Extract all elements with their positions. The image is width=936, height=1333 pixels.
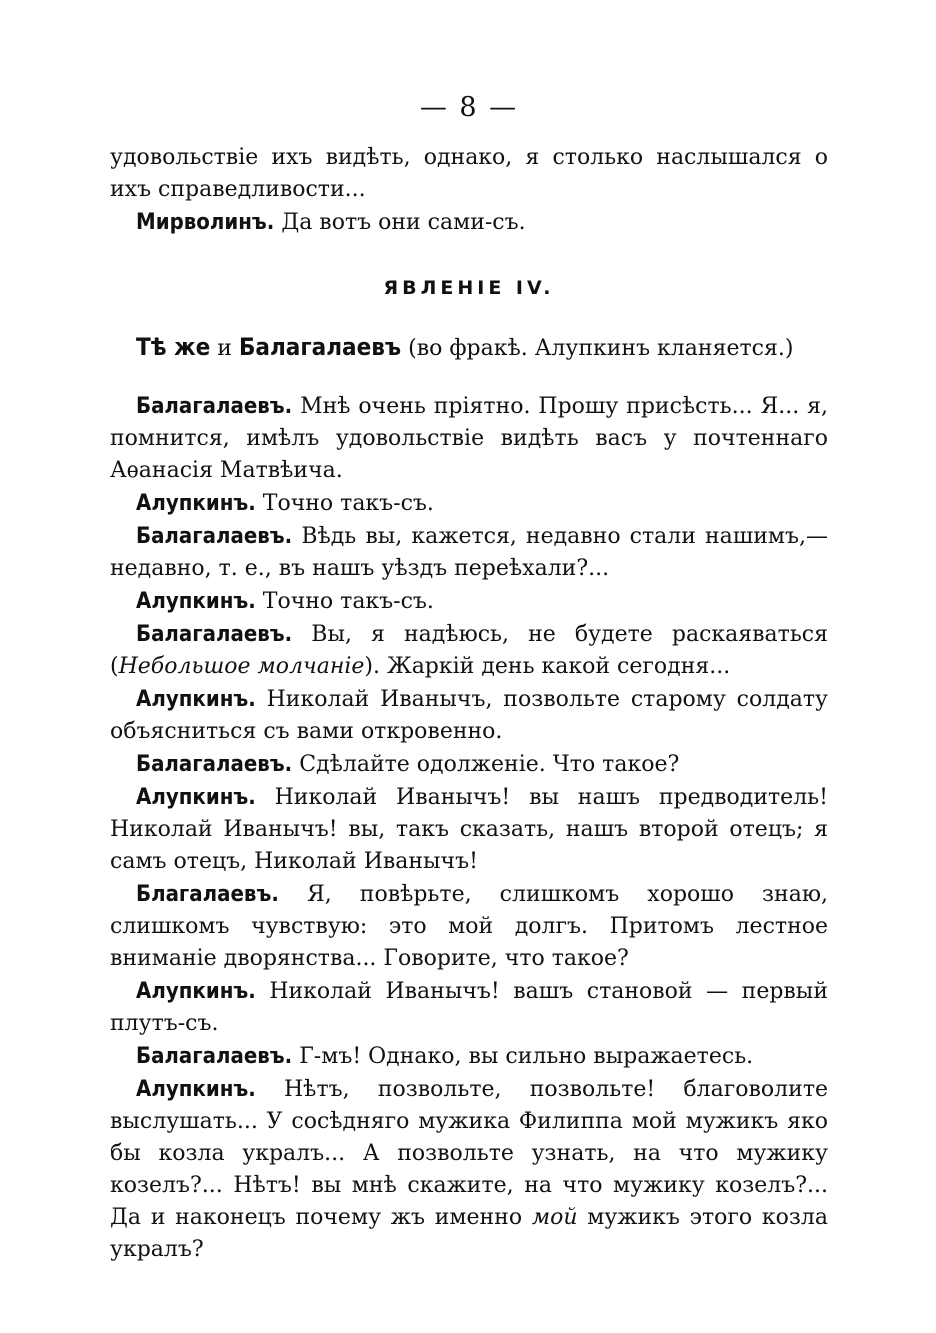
dialogue-line <box>110 586 828 618</box>
dialogue-line <box>110 684 828 748</box>
cast-characters: Тѣ же <box>136 333 211 361</box>
dialogue-text: Николай Иванычъ! вы нашъ предводитель! Николай Иванычъ! вы, такъ сказать, нашъ второй отецъ; я самъ отецъ, Николай Иванычъ! <box>110 785 828 874</box>
speaker-name: Балагалаевъ. <box>136 524 293 549</box>
speaker-name: Алупкинъ. <box>136 589 256 614</box>
dialogue-text: Точно такъ-съ. <box>262 589 434 614</box>
book-page <box>110 88 828 1266</box>
speaker-name: Мирволинъ. <box>136 210 275 235</box>
dialogue-text: Нѣтъ, позвольте, позвольте! благоволите выслушать... У сосѣдняго мужика Филиппа мой мужикъ яко бы козла укралъ... А позвольте узнать, на что мужику козелъ?... Нѣтъ! вы мнѣ скажите, на что мужику козелъ?... Да и наконецъ почему жъ именно <box>110 1077 829 1230</box>
stage-direction: Небольшое молчаніе <box>118 654 365 679</box>
dialogue-text: Я, повѣрьте, слишкомъ хорошо знаю, слишкомъ чувствую: это мой долгъ. Притомъ лестное вниманіе дворянства... Говорите, что такое? <box>110 882 828 971</box>
dialogue-line <box>110 782 828 878</box>
speaker-name: Алупкинъ. <box>136 491 256 516</box>
dialogue-text: Мнѣ очень пріятно. Прошу присѣсть... Я... я, помнится, имѣлъ удовольствіе видѣть васъ у почтеннаго Аѳанасія Матвѣича. <box>110 394 828 483</box>
dialogue-line <box>110 1041 828 1073</box>
paragraph <box>110 142 828 206</box>
scene-heading: ЯВЛЕНІЕ IV. <box>383 277 555 299</box>
cast-character: Балагалаевъ <box>238 333 402 361</box>
speaker-name: Балагалаевъ. <box>136 752 293 777</box>
dialogue-text: Вѣдь вы, кажется, недавно стали нашимъ,— недавно, т. е., въ нашъ уѣздъ переѣхали?... <box>110 524 829 581</box>
dialogue-line <box>110 391 828 487</box>
dialogue-line <box>110 749 828 781</box>
speaker-name: Алупкинъ. <box>136 1077 256 1102</box>
cast-conjunction: и <box>210 336 239 361</box>
speaker-name: Балагалаевъ. <box>136 622 293 647</box>
dialogue-text: Вы, я надѣюсь, не будете раскаяваться ( <box>110 622 828 679</box>
speaker-name: Балагалаевъ. <box>136 394 293 419</box>
dialogue-line <box>110 1074 828 1266</box>
dialogue-text: Николай Иванычъ, позвольте старому солдату объясниться съ вами откровенно. <box>110 687 828 744</box>
dialogue-text: Николай Иванычъ! вашъ становой — первый плутъ-съ. <box>110 979 828 1036</box>
dialogue-text: Сдѣлайте одолженіе. Что такое? <box>299 752 680 777</box>
dialogue-line <box>110 207 828 239</box>
dialogue-text: Точно такъ-съ. <box>262 491 434 516</box>
dialogue-text-continued: ). Жаркій день какой сегодня... <box>364 654 731 679</box>
dialogue-text: Да вотъ они сами-съ. <box>281 210 526 235</box>
dialogue-text-continued: мужикъ этого козла укралъ? <box>110 1205 828 1262</box>
paragraph-text: удовольствіе ихъ видѣть, однако, я столько наслышался о ихъ справедливости... <box>110 145 828 202</box>
page-number: — 8 — <box>419 92 519 123</box>
speaker-name: Балагалаевъ. <box>136 1044 293 1069</box>
dialogue-text: Г-мъ! Однако, вы сильно выражаетесь. <box>299 1044 754 1069</box>
emphasized-word: мой <box>531 1205 578 1230</box>
dialogue-line <box>110 619 828 683</box>
dialogue-line <box>110 879 828 975</box>
speaker-name: Алупкинъ. <box>136 979 256 1004</box>
speaker-name: Алупкинъ. <box>136 785 256 810</box>
cast-line <box>110 331 828 365</box>
dialogue-line <box>110 976 828 1040</box>
speaker-name: Благалаевъ. <box>136 882 279 907</box>
cast-stage-note: (во фракѣ. Алупкинъ кланяется.) <box>401 336 794 361</box>
dialogue-line <box>110 488 828 520</box>
speaker-name: Алупкинъ. <box>136 687 256 712</box>
dialogue-line <box>110 521 828 585</box>
